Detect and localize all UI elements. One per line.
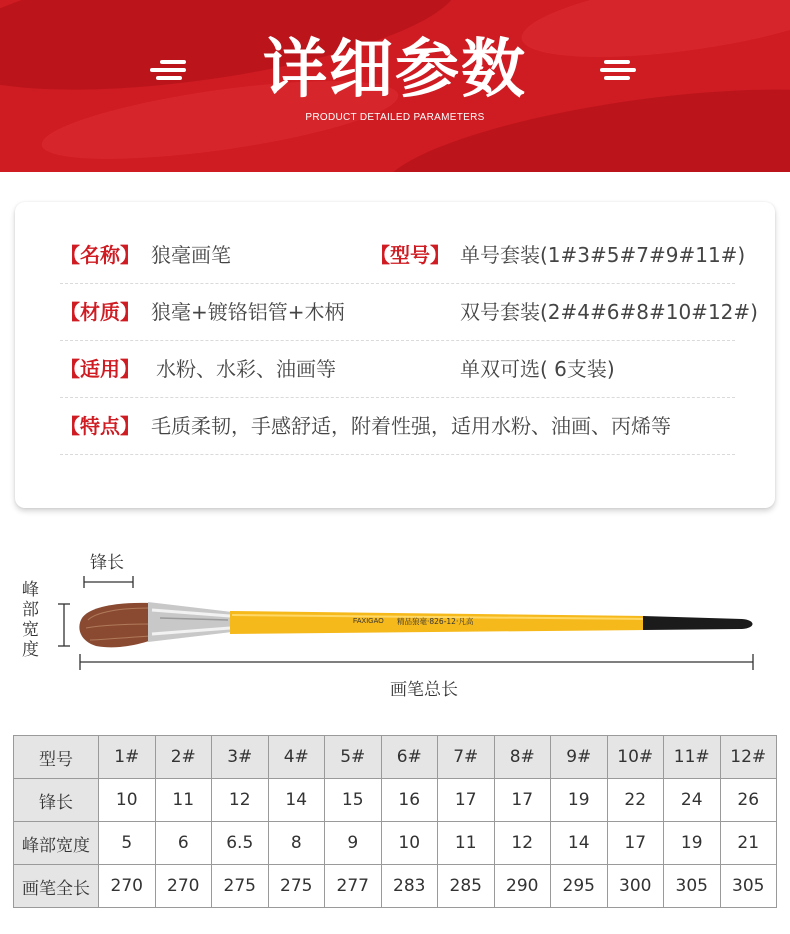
total-length-dimension xyxy=(80,654,753,670)
table-header-row xyxy=(14,736,777,779)
table-cell: 270 xyxy=(155,865,212,908)
table-cell: 10 xyxy=(381,822,438,865)
table-cell: 305 xyxy=(720,865,777,908)
param-card xyxy=(15,202,775,508)
table-header-cell: 1# xyxy=(99,736,156,779)
name-value: 狼毫画笔 xyxy=(151,243,231,267)
table-cell: 11 xyxy=(438,822,495,865)
param-row-feature xyxy=(60,398,735,455)
table-cell: 15 xyxy=(325,779,382,822)
table-cell: 300 xyxy=(607,865,664,908)
usage-label: 【适用】 xyxy=(60,357,140,381)
table-cell: 22 xyxy=(607,779,664,822)
table-cell: 9 xyxy=(325,822,382,865)
table-row-label: 锋长 xyxy=(14,779,99,822)
table-header-cell: 4# xyxy=(268,736,325,779)
table-cell: 6.5 xyxy=(212,822,269,865)
tip-length-label: 锋长 xyxy=(90,553,124,573)
brush-print-text: 精品狼毫·826-12·凡高 xyxy=(397,617,474,626)
tip-length-dimension xyxy=(84,576,133,588)
model-single-value: 单号套装(1#3#5#7#9#11#) xyxy=(460,243,746,267)
page-title: 详细参数 xyxy=(263,33,527,107)
table-cell: 12 xyxy=(494,822,551,865)
total-length-label: 画笔总长 xyxy=(390,680,458,700)
table-cell: 8 xyxy=(268,822,325,865)
brush-diagram xyxy=(0,540,790,710)
table-cell: 5 xyxy=(99,822,156,865)
model-double-value: 双号套装(2#4#6#8#10#12#) xyxy=(460,300,758,324)
brush-end-cap xyxy=(643,616,753,630)
table-row xyxy=(14,779,777,822)
brush-brand-mark: FAXIGAO xyxy=(353,618,384,625)
usage-value: 水粉、水彩、油画等 xyxy=(156,357,336,381)
table-cell: 270 xyxy=(99,865,156,908)
table-cell: 17 xyxy=(607,822,664,865)
table-cell: 17 xyxy=(438,779,495,822)
table-header-cell: 9# xyxy=(551,736,608,779)
spec-table xyxy=(13,735,777,908)
param-row-usage xyxy=(60,341,735,398)
table-header-cell: 7# xyxy=(438,736,495,779)
param-row-name xyxy=(60,227,746,284)
brush-illustration xyxy=(0,540,790,710)
table-header-cell: 3# xyxy=(212,736,269,779)
table-cell: 12 xyxy=(212,779,269,822)
param-row-material xyxy=(60,284,758,341)
table-cell: 19 xyxy=(664,822,721,865)
table-cell: 275 xyxy=(212,865,269,908)
table-cell: 11 xyxy=(155,779,212,822)
header-banner xyxy=(0,0,790,172)
table-cell: 285 xyxy=(438,865,495,908)
feature-label: 【特点】 xyxy=(60,414,140,438)
model-label: 【型号】 xyxy=(370,243,450,267)
table-row-label: 峰部宽度 xyxy=(14,822,99,865)
table-cell: 21 xyxy=(720,822,777,865)
table-header-cell: 11# xyxy=(664,736,721,779)
table-cell: 14 xyxy=(268,779,325,822)
table-cell: 19 xyxy=(551,779,608,822)
table-cell: 16 xyxy=(381,779,438,822)
table-cell: 275 xyxy=(268,865,325,908)
table-row xyxy=(14,822,777,865)
table-cell: 290 xyxy=(494,865,551,908)
table-header-cell: 8# xyxy=(494,736,551,779)
table-cell: 305 xyxy=(664,865,721,908)
model-option-value: 单双可选( 6支装) xyxy=(460,357,615,381)
page-subtitle: PRODUCT DETAILED PARAMETERS xyxy=(305,112,485,123)
table-header-cell: 2# xyxy=(155,736,212,779)
table-header-cell: 12# xyxy=(720,736,777,779)
table-cell: 6 xyxy=(155,822,212,865)
table-header-cell: 6# xyxy=(381,736,438,779)
tip-width-label: 峰部宽度 xyxy=(22,580,39,660)
table-row xyxy=(14,865,777,908)
material-label: 【材质】 xyxy=(60,300,140,324)
tip-width-dimension xyxy=(58,604,70,646)
table-cell: 14 xyxy=(551,822,608,865)
table-header-label: 型号 xyxy=(14,736,99,779)
table-cell: 26 xyxy=(720,779,777,822)
table-header-cell: 5# xyxy=(325,736,382,779)
table-cell: 24 xyxy=(664,779,721,822)
table-row-label: 画笔全长 xyxy=(14,865,99,908)
table-cell: 277 xyxy=(325,865,382,908)
table-header-cell: 10# xyxy=(607,736,664,779)
material-value: 狼毫+镀铬铝管+木柄 xyxy=(151,300,345,324)
table-cell: 17 xyxy=(494,779,551,822)
table-cell: 295 xyxy=(551,865,608,908)
table-cell: 283 xyxy=(381,865,438,908)
feature-value: 毛质柔韧，手感舒适，附着性强，适用水粉、油画、丙烯等 xyxy=(151,414,671,438)
brush-ferrule xyxy=(148,602,232,642)
name-label: 【名称】 xyxy=(60,243,140,267)
table-cell: 10 xyxy=(99,779,156,822)
